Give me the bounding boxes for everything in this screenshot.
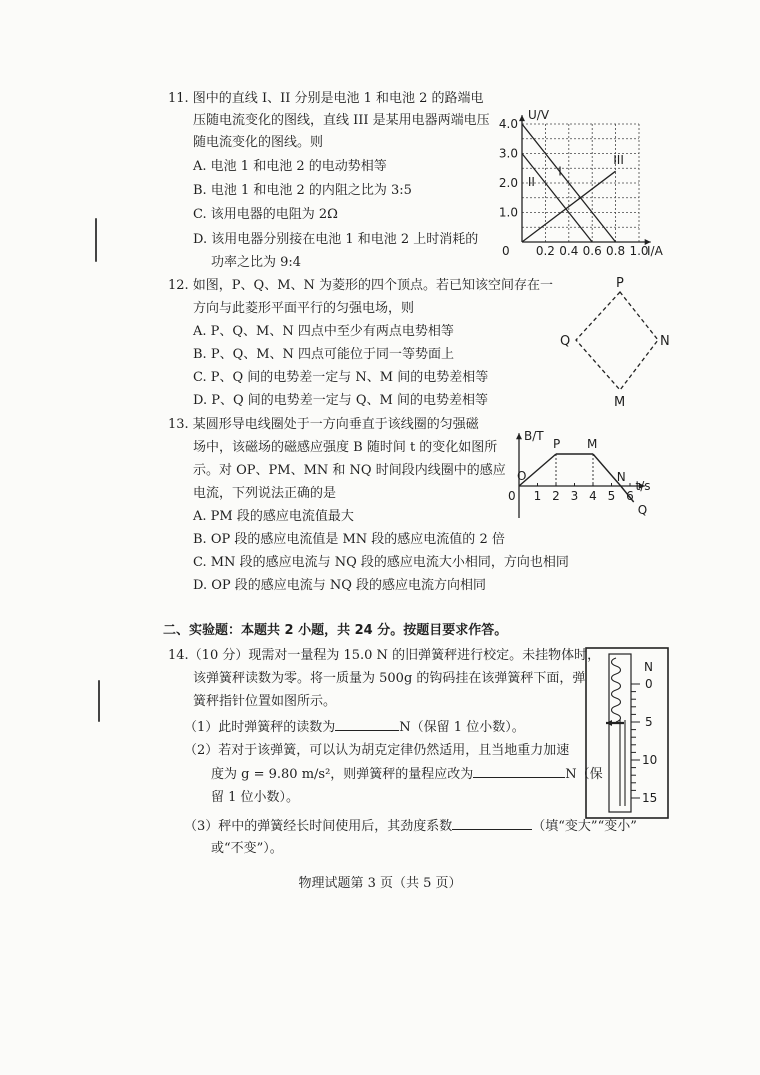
point-label-O: O	[517, 469, 527, 483]
q14-part-3-line-1	[184, 816, 637, 837]
y-axis-label: U/V	[528, 108, 550, 123]
x-tick-label: 2	[552, 489, 560, 503]
point-label-N: N	[616, 470, 626, 484]
rhombus-diagram	[556, 272, 686, 412]
x-tick-label: 0.2	[535, 244, 555, 258]
vertex-n-label: N	[660, 334, 670, 349]
q12-option-c: C. P、Q 间的电势差一定与 N、M 间的电势差相等	[193, 370, 489, 385]
q13-option-c: C. MN 段的感应电流与 NQ 段的感应电流大小相同，方向也相同	[193, 555, 569, 570]
origin-label: 0	[508, 489, 516, 503]
q14-part-3-text: （3）秤中的弹簧经长时间使用后，其劲度系数	[184, 819, 453, 834]
y-tick-label: 1.0	[498, 205, 518, 220]
scale-tick-15: 15	[642, 791, 658, 805]
page-footer: 物理试题第 3 页（共 5 页）	[298, 876, 462, 891]
x-tick-label: 4	[589, 489, 597, 503]
x-tick-label: 3	[570, 489, 579, 503]
y-tick-label: 3.0	[498, 146, 518, 161]
q12-option-b: B. P、Q、M、N 四点可能位于同一等势面上	[193, 347, 455, 362]
series-label-III: III	[613, 152, 624, 167]
x-tick-label: 5	[607, 489, 616, 503]
q12-option-a: A. P、Q、M、N 四点中至少有两点电势相等	[193, 324, 454, 339]
section-2-heading: 二、实验题：本题共 2 小题，共 24 分。按题目要求作答。	[163, 623, 508, 638]
q12-stem-line-1: 12. 如图，P、Q、M、N 为菱形的四个顶点。若已知该空间存在一	[168, 278, 554, 293]
x-tick-label: 0.8	[606, 244, 626, 258]
q13-option-a: A. PM 段的感应电流值最大	[193, 509, 354, 524]
q13-stem-line-2: 场中，该磁场的磁感应强度 B 随时间 t 的变化如图所	[193, 440, 498, 455]
q12-stem-line-2: 方向与此菱形平面平行的匀强电场，则	[193, 301, 415, 316]
y-axis-arrow	[519, 115, 525, 121]
x-axis-label: I/A	[647, 244, 663, 258]
q14-stem-line-3: 簧秤指针位置如图所示。	[193, 694, 337, 709]
q14-part-2-unit: N（保	[565, 767, 603, 782]
q13-stem-line-4: 电流，下列说法正确的是	[193, 486, 337, 501]
vertex-q-label: Q	[560, 334, 571, 349]
scan-mark-2	[98, 680, 100, 722]
q11-stem-line-1: 11. 图中的直线 I、II 分别是电池 1 和电池 2 的路端电	[168, 91, 484, 106]
scale-unit-label: N	[644, 660, 653, 674]
origin-label: 0	[502, 244, 510, 258]
ui-graph	[488, 90, 670, 260]
q14-part-2-line-2	[211, 764, 603, 785]
q11-stem-line-3: 随电流变化的图线。则	[193, 135, 324, 150]
point-label-Q: Q	[637, 503, 648, 517]
x-tick-label: 0.6	[582, 244, 602, 258]
scale-ticks	[631, 684, 640, 798]
q14-part-3-line-2: 或“不变”）。	[211, 841, 283, 856]
q14-part-2-text: 度为 g = 9.80 m/s²，则弹簧秤的量程应改为	[211, 767, 474, 782]
q14-part-2-line-3: 留 1 位小数）。	[211, 790, 300, 805]
q12-option-d: D. P、Q 间的电势差一定与 Q、M 间的电势差相等	[193, 393, 488, 408]
scan-mark-1	[95, 218, 97, 262]
q14-part-1-unit: N（保留 1 位小数）。	[399, 720, 525, 735]
q11-option-a: A. 电池 1 和电池 2 的电动势相等	[193, 159, 387, 174]
series-line-II	[522, 154, 592, 243]
scale-tick-5: 5	[645, 715, 653, 729]
x-tick-label: 1	[533, 489, 542, 503]
vertex-p-label: P	[616, 276, 624, 291]
spring-coil	[612, 658, 621, 722]
scale-tick-0: 0	[645, 677, 653, 691]
bt-graph	[505, 418, 675, 530]
point-label-M: M	[587, 437, 598, 451]
y-axis-label: B/T	[524, 429, 544, 444]
x-axis-label: t/s	[635, 479, 651, 493]
q13-option-d: D. OP 段的感应电流与 NQ 段的感应电流方向相同	[193, 578, 487, 593]
point-label-P: P	[553, 437, 561, 451]
q14-stem-line-2: 该弹簧秤读数为零。将一质量为 500g 的钩码挂在该弹簧秤下面，弹	[193, 671, 586, 686]
q13-option-b: B. OP 段的感应电流值是 MN 段的感应电流值的 2 倍	[193, 532, 505, 547]
rhombus-outline	[576, 292, 658, 390]
q14-answer-blank-2[interactable]	[473, 764, 565, 778]
vertex-m-label: M	[614, 395, 626, 410]
x-tick-label: 1.0	[629, 244, 649, 258]
series-label-II: II	[527, 174, 535, 189]
q11-option-d: D. 该用电器分别接在电池 1 和电池 2 上时消耗的	[193, 232, 479, 247]
x-tick-label: 0.4	[559, 244, 579, 258]
q14-part-2-line-1: （2）若对于该弹簧，可以认为胡克定律仍然适用，且当地重力加速	[184, 743, 570, 758]
y-tick-label: 4.0	[498, 117, 518, 131]
x-tick-label: 6	[626, 489, 634, 503]
series-label-I: I	[558, 164, 562, 179]
q13-stem-line-1: 13. 某圆形导电线圈处于一方向垂直于该线圈的匀强磁	[168, 417, 479, 432]
q11-option-d-cont: 功率之比为 9:4	[211, 255, 302, 270]
q11-stem-line-2: 压随电流变化的图线，直线 III 是某用电器两端电压	[193, 113, 490, 128]
q14-answer-blank-3[interactable]	[452, 816, 532, 830]
q11-option-c: C. 该用电器的电阻为 2Ω	[193, 207, 338, 222]
y-axis-arrow	[516, 433, 522, 439]
q14-part-3-hint: （填“变大”“变小”	[532, 819, 637, 834]
q14-answer-blank-1[interactable]	[335, 717, 399, 731]
q13-stem-line-3: 示。对 OP、PM、MN 和 NQ 时间段内线圈中的感应	[193, 463, 506, 478]
scale-tick-10: 10	[642, 753, 658, 767]
y-tick-label: 2.0	[498, 176, 518, 190]
q14-part-1	[184, 717, 525, 738]
q14-stem-line-1: 14.（10 分）现需对一量程为 15.0 N 的旧弹簧秤进行校定。未挂物体时，	[168, 648, 601, 663]
q14-part-1-text: （1）此时弹簧秤的读数为	[184, 720, 336, 735]
q11-option-b: B. 电池 1 和电池 2 的内阻之比为 3:5	[193, 183, 412, 198]
spring-scale-figure	[584, 646, 674, 821]
